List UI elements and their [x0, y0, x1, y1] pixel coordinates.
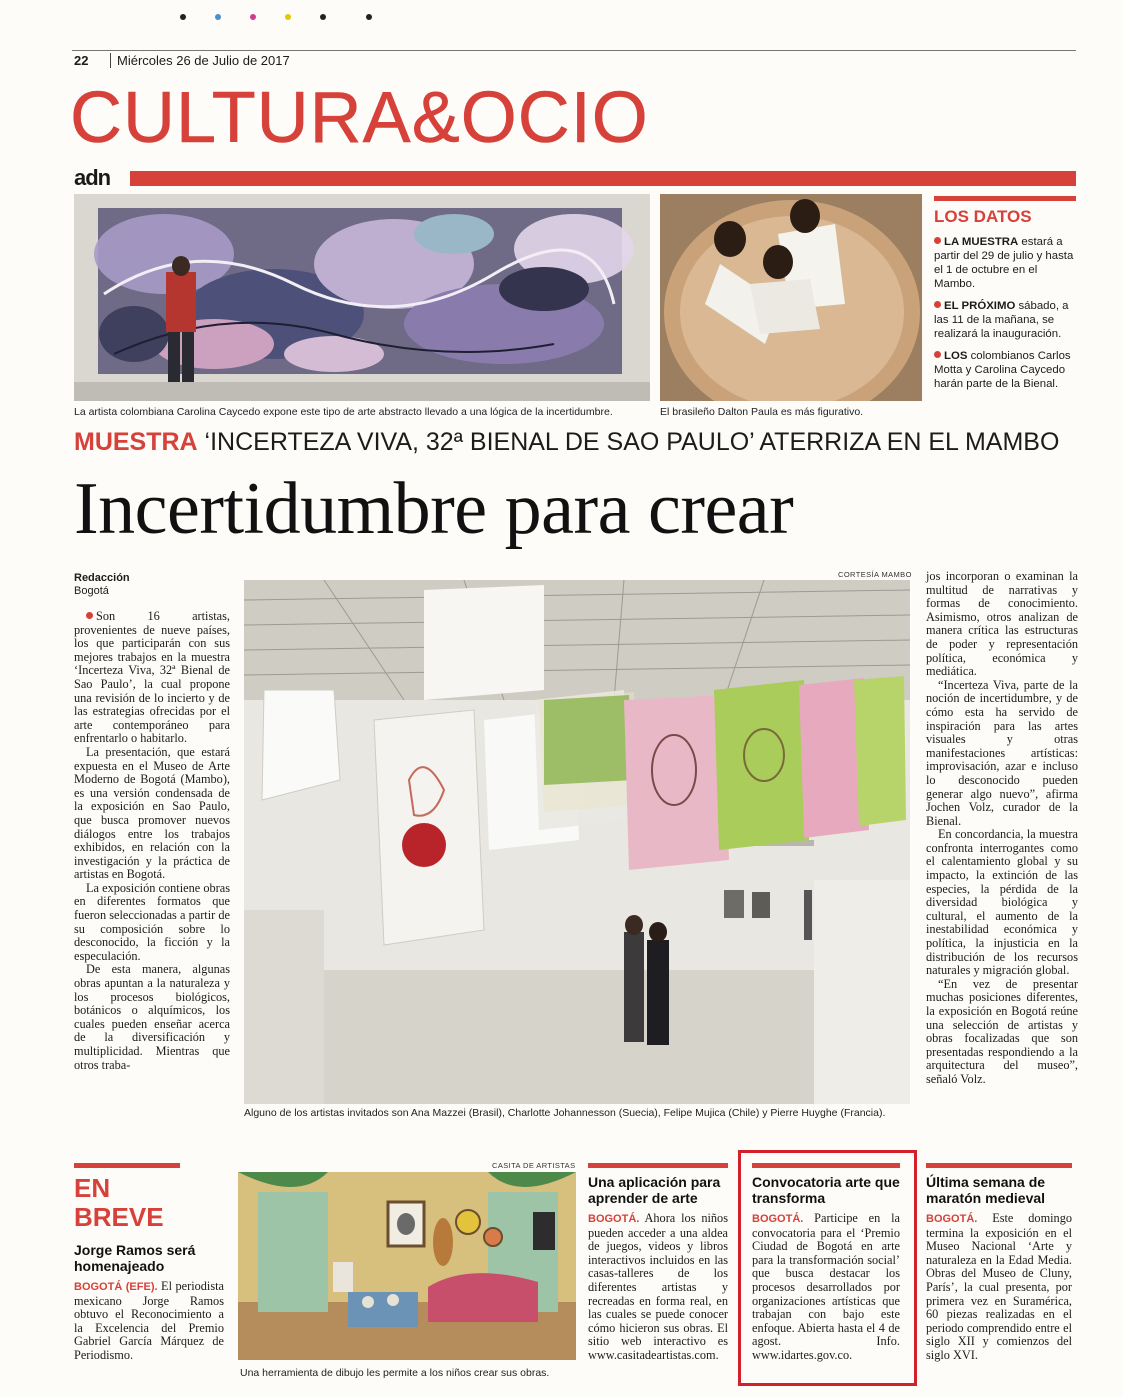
datos-red-bar	[934, 196, 1076, 201]
en-breve-header	[74, 1163, 180, 1232]
brief-text: Este domingo termina la exposición en el Museo Nacional ‘Arte y naturaleza en la Edad Media. Obras del Museo de Cluny, París’, la cual presenta, por primera vez en Suramérica, 60 piezas realizadas en el periodo comprendido entre el siglo XII y comienzos del siglo XVI.	[926, 1211, 1072, 1362]
kicker-label: MUESTRA	[74, 428, 198, 456]
brief-text: Participe en la convocatoria para el ‘Premio Ciudad de Bogotá en arte para la transformación social’ que busca destacar los procesos desarrollados por organizaciones artísticas que trabajan con bajo este enfoque. Abierta hasta el 4 de agost. Info. www.idartes.gov.co.	[752, 1211, 900, 1362]
datos-item	[934, 349, 1076, 391]
brief-text: Ahora los niños pueden acceder a una aldea de juegos, videos y libros interactivos incluidos en las casas-talleres de los diferentes artistas y recreadas en forma real, en las cuales se puede conocer cómo hicieron sus obras. El sitio web interactivo es www.casitadeartistas.com.	[588, 1211, 728, 1362]
byline	[74, 572, 130, 598]
datos-item-lead: LA MUESTRA	[944, 236, 1019, 248]
article-paragraph: En concordancia, la muestra confronta interrogantes como el calentamiento global y su impacto, la extinción de las especies, la pérdida de la diversidad biológica y cultural, el aumento de la inestabilidad económica y política, la injusticia en la distribución de los recursos naturales y migración global.	[926, 827, 1078, 978]
article-paragraph: La presentación, que estará expuesta en el Museo de Arte Moderno de Bogotá (Mambo), es una versión condensada de la exposición en Sao Paulo, que busca promover nuevos diálogos entre los trabajos exhibidos, en relación con la investigación y la práctica de artistas en Bogotá.	[74, 744, 230, 882]
article-left-column	[74, 610, 230, 1072]
article-paragraph: De esta manera, algunas obras apuntan a la naturaleza y los procesos biológicos, botánicos o alquímicos, los cuales pueden enseñar acerca de la diversificación y multiplicidad. Mientras que otros traba-	[74, 962, 230, 1072]
page-date: Miércoles 26 de Julio de 2017	[110, 53, 290, 68]
brief-text: El periodista mexicano Jorge Ramos obtuvo el Reconocimiento a la Excelencia del Premio Gabriel García Márquez de Periodismo.	[74, 1279, 224, 1362]
brief-item	[588, 1163, 728, 1363]
header-rule	[72, 50, 1076, 51]
abstract-photo-caption: La artista colombiana Carolina Caycedo expone este tipo de arte abstracto llevado a una lógica de la incertidumbre.	[74, 406, 613, 418]
article-headline: Incertidumbre para crear	[74, 468, 794, 550]
en-breve-title	[74, 1174, 180, 1232]
brief-body	[926, 1212, 1072, 1363]
adn-logo: adn	[74, 165, 111, 190]
brief-lead: BOGOTÁ (EFE).	[74, 1281, 158, 1293]
brief-red-bar	[588, 1163, 728, 1168]
brief-red-bar	[926, 1163, 1072, 1168]
dalton-photo-caption: El brasileño Dalton Paula es más figurativo.	[660, 406, 864, 418]
article-kicker	[74, 428, 1059, 457]
byline-city: Bogotá	[74, 585, 109, 597]
page-number: 22	[74, 53, 89, 68]
datos-item-text: estará a partir del 29 de julio y hasta el 1 de octubre en el Mambo.	[934, 236, 1074, 290]
datos-item	[934, 299, 1076, 341]
brief-red-bar	[74, 1163, 180, 1168]
section-title: CULTURA&OCIO	[70, 78, 649, 158]
bullet-icon	[934, 351, 941, 358]
datos-item-lead: LOS	[944, 350, 968, 362]
datos-item-lead: EL PRÓXIMO	[944, 300, 1016, 312]
article-paragraph: jos incorporan o examinan la multitud de narrativas y formas de conocimiento. Asimismo, otros analizan de manera crítica las estructuras de poder y representación política, económica y mediática.	[926, 569, 1078, 679]
datos-item-text: colombianos Carlos Motta y Carolina Caycedo harán parte de la Bienal.	[934, 350, 1071, 390]
abstract-painting-photo	[74, 194, 650, 401]
bullet-icon	[934, 301, 941, 308]
byline-author: Redacción	[74, 572, 130, 584]
brief-body	[588, 1212, 728, 1363]
article-right-column	[926, 570, 1078, 1087]
brief-lead: BOGOTÁ.	[752, 1213, 804, 1225]
brief-headline: Convocatoria arte que transforma	[752, 1174, 900, 1206]
brief-item	[74, 1242, 224, 1363]
datos-item	[934, 235, 1076, 291]
gallery-photo	[244, 580, 910, 1104]
brief-headline: Jorge Ramos será homenajeado	[74, 1242, 196, 1274]
datos-title: LOS DATOS	[934, 207, 1032, 226]
brief-headline: Una aplicación para aprender de arte	[588, 1174, 721, 1206]
brief-lead: BOGOTÁ.	[926, 1213, 978, 1225]
article-paragraph	[74, 610, 230, 746]
gallery-photo-caption: Alguno de los artistas invitados son Ana Mazzei (Brasil), Charlotte Johannesson (Suecia), Felipe Mujica (Chile) y Pierre Huyghe (Francia).	[244, 1107, 886, 1119]
bullet-icon	[86, 612, 93, 619]
registration-marks	[180, 14, 380, 26]
brief-item	[926, 1163, 1072, 1363]
bullet-icon	[934, 237, 941, 244]
datos-item-text: sábado, a las 11 de la mañana, se realizará la inauguración.	[934, 300, 1069, 340]
brief-body	[74, 1280, 224, 1363]
section-red-bar	[130, 171, 1076, 186]
paragraph-text: Son 16 artistas, provenientes de nueve países, los que participarán con sus mejores trabajos en la muestra ‘Incerteza Viva, 32ª Bienal de Sao Paulo’, la cual propone una revisión de lo incierto y de las estrategias ofrecidas por el arte contemporáneo para enfrentarlo o habitarlo.	[74, 609, 230, 746]
dalton-paula-photo	[660, 194, 922, 401]
los-datos-box	[934, 196, 1076, 399]
article-paragraph: La exposición contiene obras en diferentes formatos que fueron seleccionadas a partir de su composición sobre lo desconocido, la ficción y la especulación.	[74, 880, 230, 963]
casita-photo-caption: Una herramienta de dibujo les permite a los niños crear sus obras.	[240, 1367, 550, 1379]
photo-credit: CORTESÍA MAMBO	[838, 570, 912, 579]
en-breve-line2: BREVE	[74, 1202, 164, 1232]
brief-lead: BOGOTÁ.	[588, 1213, 640, 1225]
casita-illustration	[238, 1172, 576, 1360]
highlight-box	[738, 1150, 917, 1386]
en-breve-line1: EN	[74, 1173, 111, 1203]
brief-headline: Última semana de maratón medieval	[926, 1174, 1046, 1206]
photo-credit: CASITA DE ARTISTAS	[492, 1161, 576, 1170]
kicker-text: ‘INCERTEZA VIVA, 32ª BIENAL DE SAO PAULO’ ATERRIZA EN EL MAMBO	[197, 428, 1060, 456]
article-paragraph: “Incerteza Viva, parte de la noción de incertidumbre, y de cómo esta ha servido de inspiración para las artes visuales y otras manifestaciones artísticas: improvisación, azar e incluso lo desconocido pueden generar algo nuevo”, afirma Jochen Volz, curador de la Bienal.	[926, 677, 1078, 828]
article-paragraph: “En vez de presentar muchas posiciones diferentes, la exposición en Bogotá reúne una selección de artistas y obras focalizadas que son presentadas respondiendo a la arquitectura del museo”, señaló Volz.	[926, 976, 1078, 1086]
